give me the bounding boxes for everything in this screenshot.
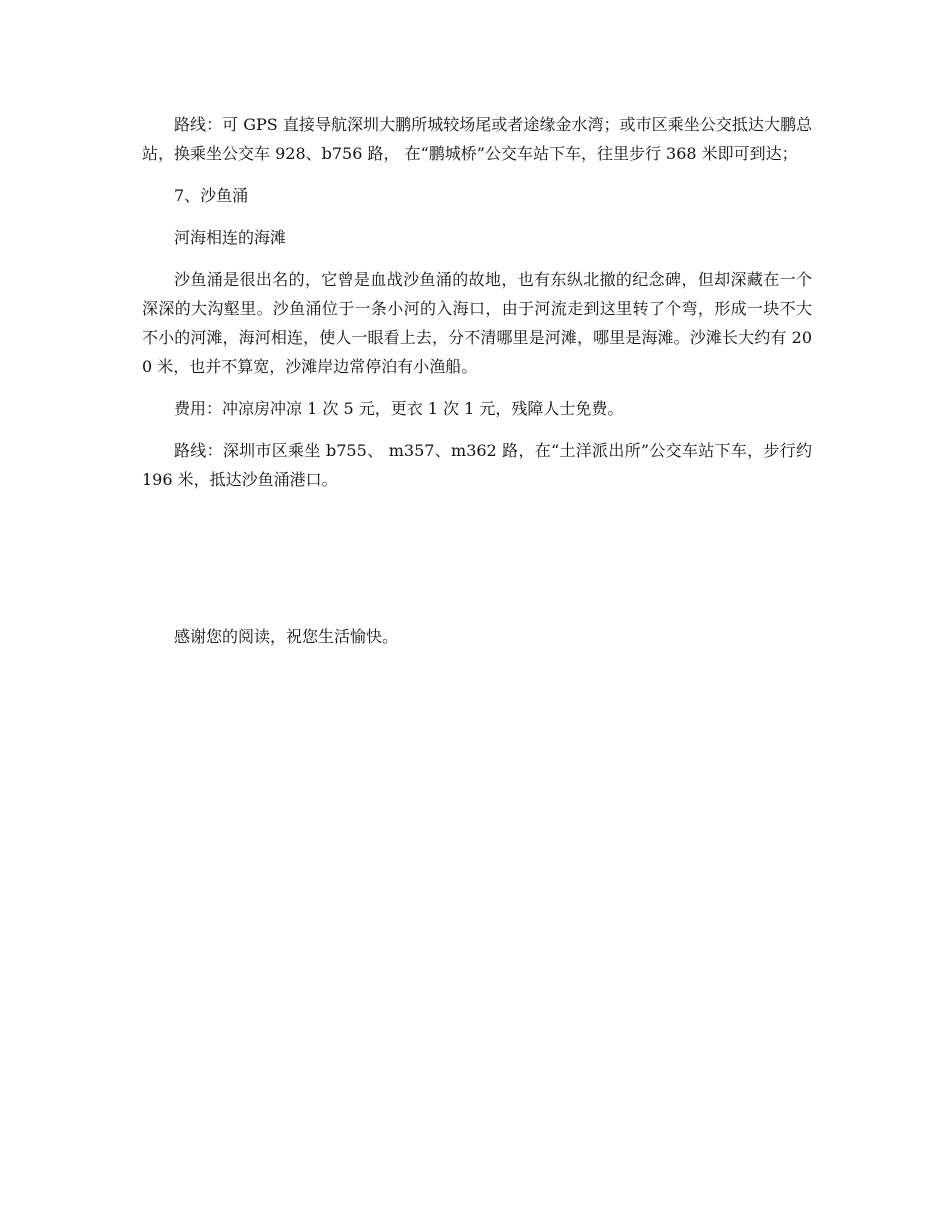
fee-paragraph: 费用：冲凉房冲凉 1 次 5 元，更衣 1 次 1 元，残障人士免费。 (174, 399, 624, 418)
section-subheading: 河海相连的海滩 (174, 228, 287, 247)
description-paragraph: 沙鱼涌是很出名的，它曾是血战沙鱼涌的故地，也有东纵北撤的纪念碑，但却深藏在一个深深的大沟壑里。沙鱼涌位于一条小河的入海口，由于河流走到这里转了个弯，形成一块不大不小的河滩，海河相连，使人一眼看上去，分不清哪里是河滩，哪里是海滩。沙滩长大约有 200 米，也并不算宽，沙滩岸边常停泊有小渔船。 (142, 270, 812, 376)
route-paragraph-2: 路线：深圳市区乘坐 b755、 m357、m362 路，在“土洋派出所”公交车站下车，步行约 196 米，抵达沙鱼涌港口。 (142, 441, 812, 489)
document-body (142, 110, 812, 507)
route-paragraph: 路线：可 GPS 直接导航深圳大鹏所城较场尾或者途缘金水湾；或市区乘坐公交抵达大鹏总站，换乘坐公交车 928、b756 路， 在“鹏城桥”公交车站下车，往里步行 368 米即可到达； (142, 115, 812, 163)
section-heading: 7、沙鱼涌 (174, 186, 249, 205)
closing-text: 感谢您的阅读，祝您生活愉快。 (174, 627, 399, 646)
